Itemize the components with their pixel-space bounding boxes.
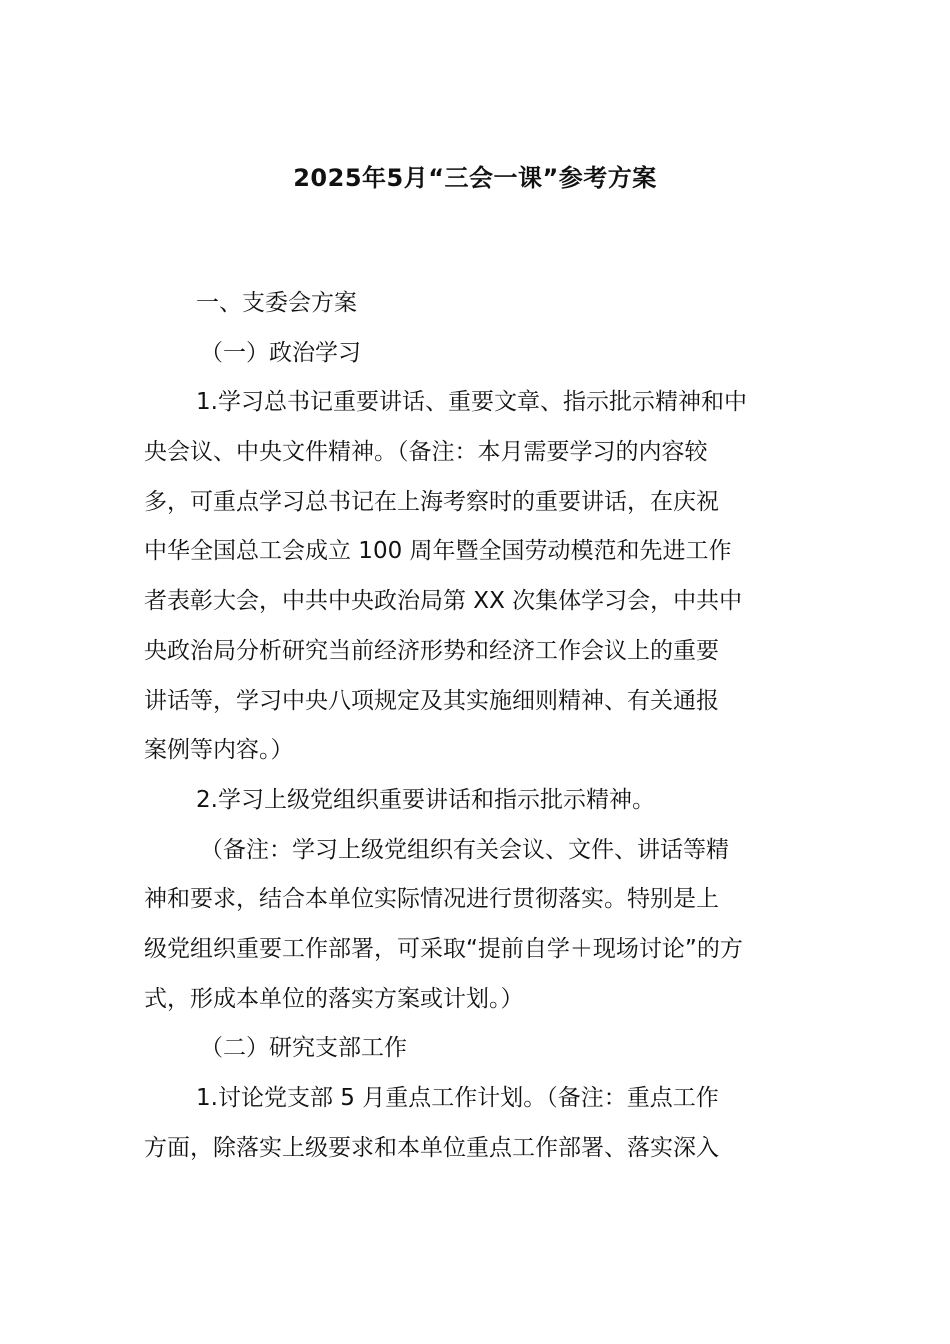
text-line: 1.讨论党支部 5 月重点工作计划。（备注：重点工作: [196, 1085, 719, 1111]
text-line: 央政治局分析研究当前经济形势和经济工作会议上的重要: [144, 637, 719, 664]
text-line: 级党组织重要工作部署，可采取“提前自学＋现场讨论”的方: [144, 935, 743, 962]
document-body: [144, 279, 806, 1173]
text-line: 方面，除落实上级要求和本单位重点工作部署、落实深入: [144, 1134, 719, 1161]
subsection-heading-1: （一）政治学习: [200, 339, 361, 366]
text-line: （备注：学习上级党组织有关会议、文件、讲话等精: [200, 836, 729, 863]
text-line: 2.学习上级党组织重要讲话和指示批示精神。: [196, 786, 655, 813]
section-heading-1: 一、支委会方案: [196, 290, 357, 316]
text-line: 1.学习总书记重要讲话、重要文章、指示批示精神和中: [196, 389, 747, 416]
subsection-heading-2: （二）研究支部工作: [200, 1035, 407, 1062]
text-line: 者表彰大会，中共中央政治局第 XX 次集体学习会，中共中: [144, 588, 743, 615]
text-line: 案例等内容。）: [144, 737, 294, 764]
text-line: 神和要求，结合本单位实际情况进行贯彻落实。特别是上: [144, 886, 719, 913]
text-line: 多，可重点学习总书记在上海考察时的重要讲话，在庆祝: [144, 488, 719, 515]
text-line: 央会议、中央文件精神。（备注：本月需要学习的内容较: [144, 439, 708, 466]
text-line: 中华全国总工会成立 100 周年暨全国劳动模范和先进工作: [144, 538, 732, 565]
text-line: 式，形成本单位的落实方案或计划。）: [144, 985, 524, 1012]
document-title: 2025年5月“三会一课”参考方案: [293, 164, 657, 192]
text-line: 讲话等，学习中央八项规定及其实施细则精神、有关通报: [144, 687, 719, 714]
